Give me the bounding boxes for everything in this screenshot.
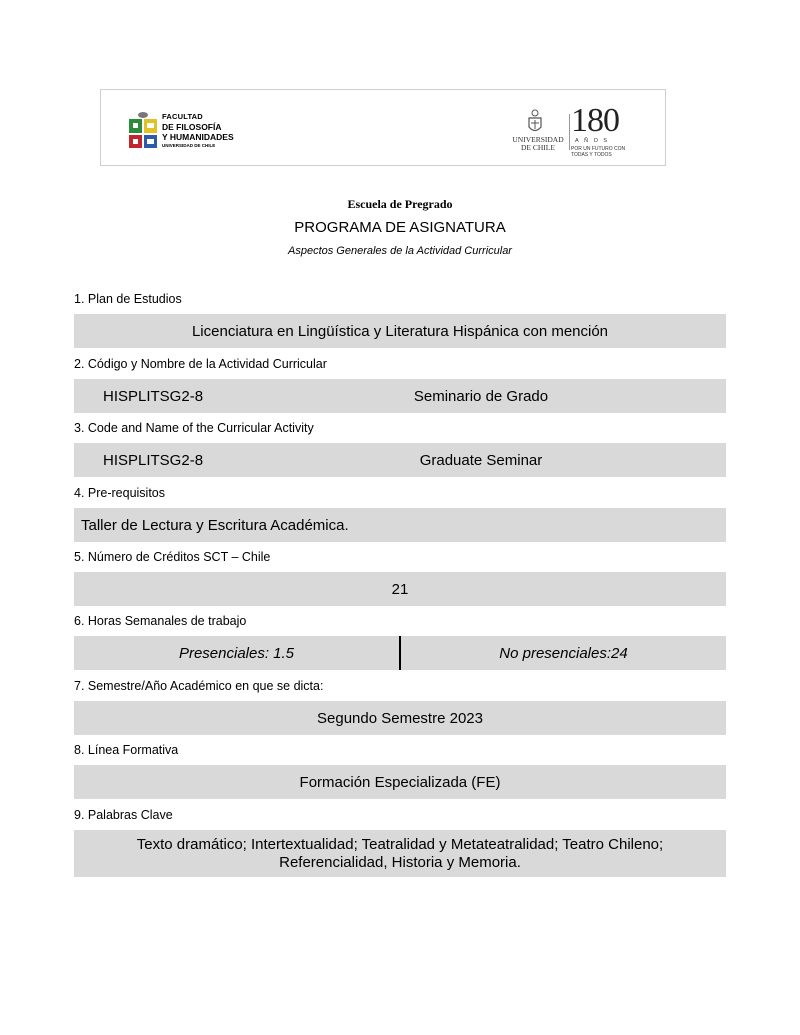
prereq-value: Taller de Lectura y Escritura Académica. [81,516,349,534]
palabras-value [74,830,726,877]
anniversary-number: 180 [571,102,619,139]
school-title: Escuela de Pregrado [347,197,453,211]
university-name-line2: DE CHILE [521,143,555,152]
palabras-line2: Referencialidad, Historia y Memoria. [279,853,521,871]
linea-box [74,765,726,799]
plan-box [74,314,726,348]
prereq-label: 4. Pre-requisitos [74,486,166,500]
semestre-value: Segundo Semestre 2023 [317,709,483,727]
horas-no-presenciales: No presenciales:24 [499,644,628,662]
palabras-box [74,830,726,877]
university-name-line1: UNIVERSIDAD [512,135,564,144]
plan-label: 1. Plan de Estudios [74,292,182,306]
faculty-line1: FACULTAD [162,112,203,121]
creditos-box [74,572,726,606]
linea-value: Formación Especializada (FE) [299,773,501,791]
program-title: PROGRAMA DE ASIGNATURA [294,219,506,236]
horas-label: 6. Horas Semanales de trabajo [74,614,247,628]
codigo-box [74,379,726,413]
horas-presenciales: Presenciales: 1.5 [178,644,295,662]
codigo-code: HISPLITSG2-8 [103,387,204,405]
code-en-box [74,443,726,477]
creditos-label: 5. Número de Créditos SCT – Chile [74,550,271,564]
header-banner [100,89,666,166]
faculty-line2: DE FILOSOFÍA [162,122,222,132]
logo-separator [569,114,570,150]
faculty-logo-icon [128,111,158,149]
codigo-label: 2. Código y Nombre de la Actividad Curricular [74,357,327,371]
code-en-name: Graduate Seminar [419,451,543,469]
palabras-line1: Texto dramático; Intertextualidad; Teatralidad y Metateatralidad; Teatro Chileno; [136,835,664,853]
palabras-label: 9. Palabras Clave [74,808,173,822]
university-name [509,136,567,152]
codigo-name: Seminario de Grado [413,387,549,405]
code-en-label: 3. Code and Name of the Curricular Activity [74,421,314,435]
semestre-label: 7. Semestre/Año Académico en que se dicta: [74,679,324,693]
creditos-value: 21 [391,580,409,598]
anniversary-years: AÑOS [575,138,613,144]
prereq-box [74,508,726,542]
plan-value: Licenciatura en Lingüística y Literatura Hispánica con mención [191,322,609,340]
anniversary-tagline [571,146,641,158]
horas-box [74,636,726,670]
tagline-line2: TODAS Y TODOS [571,152,612,158]
program-subtitle: Aspectos Generales de la Actividad Curricular [288,245,512,257]
faculty-line3: Y HUMANIDADES [162,132,234,142]
tagline-line1: POR UN FUTURO CON [571,146,626,152]
linea-label: 8. Línea Formativa [74,743,179,757]
semestre-box [74,701,726,735]
university-crest-icon [527,109,543,135]
faculty-line4: UNIVERSIDAD DE CHILE [162,143,216,148]
faculty-name [162,112,234,149]
code-en-code: HISPLITSG2-8 [103,451,204,469]
